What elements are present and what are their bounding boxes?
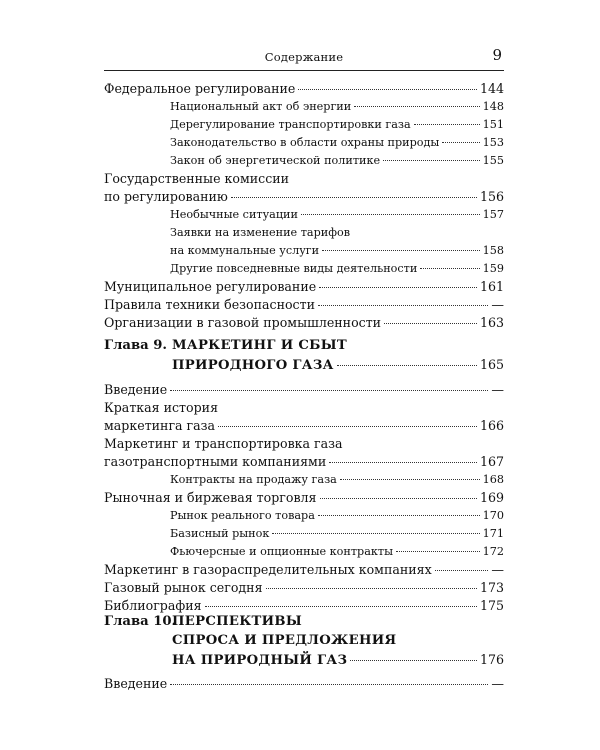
- toc-entry-page: 155: [482, 154, 504, 167]
- toc-entry-text: Рыночная и биржевая торговля: [104, 490, 317, 505]
- dot-leader: [337, 365, 477, 366]
- chapter-label: Глава 9.: [104, 338, 168, 353]
- toc-entry-page: 144: [479, 81, 504, 96]
- chapter-title-line3: НА ПРИРОДНЫЙ ГАЗ: [172, 653, 348, 668]
- toc-entry-text: Муниципальное регулирование: [104, 279, 317, 294]
- toc-entry-text-line1: Заявки на изменение тарифов: [170, 226, 350, 239]
- toc-entry-page: —: [491, 562, 504, 577]
- dot-leader: [218, 426, 477, 427]
- toc-entry-multiline: [104, 399, 504, 435]
- toc-entry-text: Организации в газовой промышленности: [104, 315, 382, 330]
- toc-subentry: [104, 134, 504, 152]
- toc-entry-text: Рынок реального товара: [170, 509, 315, 522]
- toc-subentry: [104, 525, 504, 543]
- toc-section-regulation: [104, 80, 504, 332]
- toc-entry-text: Закон об энергетической политике: [170, 154, 381, 167]
- dot-leader: [231, 197, 477, 198]
- toc-chapter-9: [104, 336, 504, 615]
- toc-entry-page: 175: [479, 598, 504, 613]
- toc-entry-page: 151: [482, 118, 504, 131]
- toc-entry-text: Дерегулирование транспортировки газа: [170, 118, 411, 131]
- toc-entry-text-line1: Государственные комиссии: [104, 171, 290, 186]
- toc-entry-page: —: [491, 297, 504, 312]
- toc-entry-page: 169: [479, 490, 504, 505]
- dot-leader: [272, 533, 479, 534]
- toc-subentry: [104, 260, 504, 278]
- toc-entry-multiline: [104, 435, 504, 471]
- toc-entry-text: Введение: [104, 676, 168, 691]
- toc-subentry: [104, 206, 504, 224]
- toc-entry-page: 173: [479, 580, 504, 595]
- toc-entry-page: 163: [479, 315, 504, 330]
- dot-leader: [329, 462, 477, 463]
- toc-entry-page: 167: [479, 454, 504, 469]
- toc-entry-text: Маркетинг в газораспределительных компаниях: [104, 562, 432, 577]
- dot-leader: [298, 89, 477, 90]
- chapter-label: Глава 10.: [104, 614, 177, 629]
- toc-entry-page: 171: [482, 527, 504, 540]
- chapter-title-line1: МАРКЕТИНГ И СБЫТ: [172, 338, 348, 353]
- dot-leader: [383, 160, 480, 161]
- dot-leader: [205, 606, 477, 607]
- dot-leader: [319, 287, 477, 288]
- dot-leader: [354, 106, 479, 107]
- toc-entry: [104, 675, 504, 693]
- toc-entry-multiline: [104, 170, 504, 206]
- toc-entry-page: 172: [482, 545, 504, 558]
- toc-entry-text: Правила техники безопасности: [104, 297, 315, 312]
- toc-entry-text-line2: газотранспортными компаниями: [104, 454, 327, 469]
- toc-entry: [104, 314, 504, 332]
- toc-entry: [104, 489, 504, 507]
- toc-entry-text: Законодательство в области охраны природы: [170, 136, 440, 149]
- toc-entry-page: 168: [482, 473, 504, 486]
- toc-subentry: [104, 507, 504, 525]
- dot-leader: [384, 323, 477, 324]
- toc-entry-page: 156: [479, 189, 504, 204]
- toc-chapter-10: [104, 612, 504, 693]
- dot-leader: [318, 305, 488, 306]
- toc-entry-text: Базисный рынок: [170, 527, 270, 540]
- toc-entry-page: 161: [479, 279, 504, 294]
- toc-entry: [104, 381, 504, 399]
- toc-entry-text: Газовый рынок сегодня: [104, 580, 263, 595]
- toc-entry-text: Введение: [104, 382, 168, 397]
- toc-entry-text: Другие повседневные виды деятельности: [170, 262, 418, 275]
- toc-subentry: [104, 471, 504, 489]
- toc-entry-text: Библиография: [104, 598, 202, 613]
- dot-leader: [414, 124, 480, 125]
- toc-subentry: [104, 543, 504, 561]
- toc-subentry: [104, 152, 504, 170]
- toc-entry-page: 159: [482, 262, 504, 275]
- toc-entry: [104, 561, 504, 579]
- toc-entry-page: 157: [482, 208, 504, 221]
- header-title: Содержание: [264, 50, 344, 64]
- dot-leader: [420, 268, 479, 269]
- toc-entry-page: —: [491, 382, 504, 397]
- toc-entry-text-line1: Краткая история: [104, 400, 219, 415]
- chapter-title-line1: ПЕРСПЕКТИВЫ: [172, 614, 302, 629]
- toc-entry-text: Контракты на продажу газа: [170, 473, 337, 486]
- toc-entry-page: —: [491, 676, 504, 691]
- chapter-heading: [104, 336, 504, 375]
- dot-leader: [396, 551, 480, 552]
- toc-entry-text-line2: на коммунальные услуги: [170, 244, 320, 257]
- chapter-heading: [104, 612, 504, 670]
- toc-entry-text: Фьючерсные и опционные контракты: [170, 545, 393, 558]
- toc-entry-page: 166: [479, 418, 504, 433]
- chapter-page: 176: [479, 652, 504, 667]
- toc-entry-text-line2: по регулированию: [104, 189, 228, 204]
- toc-entry: [104, 296, 504, 314]
- toc-subentry-multiline: [104, 224, 504, 260]
- toc-entry-text-line1: Маркетинг и транспортировка газа: [104, 436, 343, 451]
- dot-leader: [301, 214, 480, 215]
- toc-subentry: [104, 116, 504, 134]
- toc-entry-text: Национальный акт об энергии: [170, 100, 352, 113]
- toc-entry: [104, 278, 504, 296]
- toc-entry-page: 158: [482, 244, 504, 257]
- dot-leader: [266, 588, 477, 589]
- chapter-page: 165: [479, 357, 504, 372]
- toc-entry: [104, 80, 504, 98]
- dot-leader: [320, 498, 477, 499]
- toc-entry-text: Необычные ситуации: [170, 208, 298, 221]
- dot-leader: [170, 390, 488, 391]
- toc-entry-text: Федеральное регулирование: [104, 81, 296, 96]
- toc-entry: [104, 579, 504, 597]
- toc-entry-text-line2: маркетинга газа: [104, 418, 216, 433]
- toc-entry-page: 153: [482, 136, 504, 149]
- dot-leader: [318, 515, 480, 516]
- dot-leader: [322, 250, 480, 251]
- page-number: 9: [492, 46, 502, 64]
- dot-leader: [170, 684, 488, 685]
- running-header: [104, 44, 504, 71]
- toc-subentry: [104, 98, 504, 116]
- chapter-title-line2: СПРОСА И ПРЕДЛОЖЕНИЯ: [172, 633, 397, 648]
- dot-leader: [435, 570, 489, 571]
- chapter-title-line2: ПРИРОДНОГО ГАЗА: [172, 358, 334, 373]
- toc-entry-page: 148: [482, 100, 504, 113]
- dot-leader: [442, 142, 479, 143]
- toc-entry-page: 170: [482, 509, 504, 522]
- dot-leader: [350, 660, 477, 661]
- dot-leader: [340, 479, 480, 480]
